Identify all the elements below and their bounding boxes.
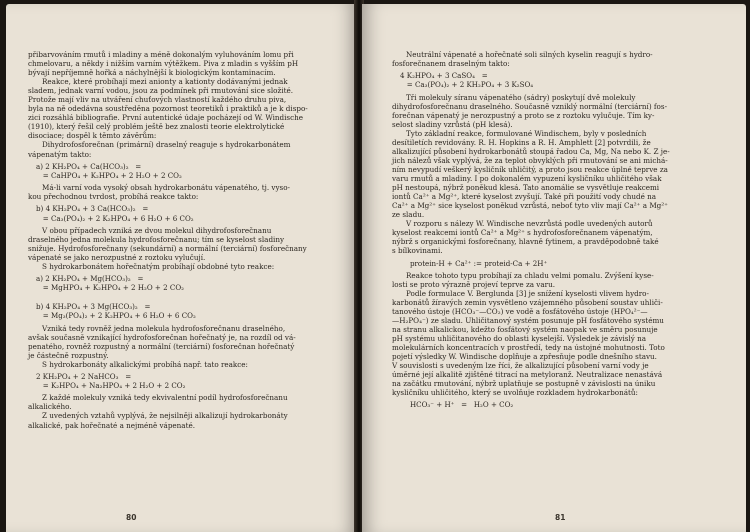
text-line: ním nevypudí veškerý kysličník uhličitý, a proto jsou reakce úplné teprve za [392, 165, 668, 175]
text-line: losti se proto výrazně projeví teprve za varu. [392, 279, 555, 289]
equation-sulfate [400, 71, 736, 90]
text-line: Podle formulace V. Berglunda [3] je snížení kyselosti vlivem hydro- [406, 288, 649, 298]
text-line: V obou případech vzniká ze dvou molekul dihydrofosforečnanu [42, 225, 272, 235]
left-para-5 [28, 226, 348, 271]
text-line: S hydrokarbonátem hořečnatým probíhají obdobné tyto reakce: [42, 262, 275, 272]
text-line: Dihydrofosforečnan (primární) draselný reaguje s hydrokarbonátem [42, 140, 291, 150]
text-line: chmelovaru, a někdy i nižším varním výtěžkem. Piva z mladin s vyšším pH [28, 59, 299, 69]
equation-bicarbonate-text: HCO₃⁻ + H⁺ = H₂O + CO₂ [410, 400, 514, 410]
text-line: kou přechodnou tvrdost, probíhá reakce takto: [28, 192, 199, 202]
text-line: molekulárních koncentracích v prostředí, tedy na ústojné mohutnosti. Toto [392, 343, 665, 353]
text-line: Vzniká tedy rovněž jedna molekula hydrofosforečnanu draselného, [42, 323, 286, 333]
equation-line: 4 K₂HPO₄ + 3 CaSO₄ = [400, 71, 488, 81]
equation-line: b) 4 KH₂PO₄ + 3 Mg(HCO₃)₂ = [36, 301, 151, 311]
text-line: pH systému uhličitanového do oblasti kyselejší. Výsledek je závislý na [392, 334, 647, 344]
left-para-2 [28, 77, 348, 140]
text-line: Ca²⁺ a Mg²⁺ sice kyselost poněkud vzrůstá, neboť tyto vliv mají Ca²⁺ a Mg²⁺ [392, 201, 668, 211]
text-line: přibarvováním rmutů i mladiny a méně dokonalým vyluhováním lomu při [28, 50, 294, 59]
text-line: alkalizující působení hydrokarbonátů stoupá řadou Ca, Mg, Na nebo K. Z je- [392, 146, 670, 156]
text-line: —H₂PO₄⁻) ze sladu. Uhličitanový systém posunuje pH fosfátového systému [392, 316, 664, 326]
text-line: draselného jedna molekula hydrofosforečnanu; tím se kyselost sladiny [28, 234, 285, 244]
text-line: V souvislosti s uvedeným lze říci, že alkalizující působení varní vody je [392, 361, 649, 371]
text-line: Tyto základní reakce, formulované Windischem, byly v posledních [406, 128, 647, 138]
text-line: dihydrofosforečnanu draselného. Současně vzniklý normální (terciární) fos- [392, 101, 668, 111]
left-page [6, 4, 356, 532]
text-line: vápenaté se jako nerozpustné z roztoku vylučují. [28, 252, 206, 262]
text-line: fosforečnanem draselným takto: [392, 59, 510, 69]
equation-bicarbonate [410, 400, 736, 409]
equation-line: = CaHPO₄ + K₂HPO₄ + 2 H₂O + 2 CO₂ [36, 170, 182, 180]
equation-line: a) 2 KH₂PO₄ + Ca(HCO₃)₂ = [36, 161, 142, 171]
right-para-3 [392, 271, 736, 398]
text-line: alkalického. [28, 402, 72, 412]
text-line: alkalické, pak hořečnaté a nejméně vápenaté. [28, 420, 196, 430]
text-line: kysličníku uhličitého, který se uvolňuje rozkladem hydrokarbonátů: [392, 388, 638, 398]
equations-magnesium [36, 274, 348, 320]
text-line: Reakce tohoto typu probíhají za chladu velmi pomalu. Zvýšení kyse- [406, 270, 654, 280]
text-line: na začátku rmutování, nýbrž uplatňuje se postupně v závislosti na úniku [392, 379, 656, 389]
text-line: Reakce, které probíhají mezi anionty a kationty dodávanými jednak [42, 77, 288, 87]
text-line: Má-li varní voda vysoký obsah hydrokarbonátu vápenatého, tj. vyso- [42, 183, 290, 193]
text-line: Z každé molekuly vzniká tedy ekvivalentní podíl hydrofosforečnanu [42, 393, 288, 403]
equation-line [36, 293, 348, 302]
text-line: tanového ústoje (HCO₃⁻—CO₂) ve vodě a fosfátového ústoje (HPO₄²⁻— [392, 307, 648, 317]
equation-line: = Mg₃(PO₄)₂ + 2 K₂HPO₄ + 6 H₂O + 6 CO₂ [36, 311, 196, 321]
equation-line: = Ca₃(PO₄)₂ + 2 KH₂PO₄ + 3 K₂SO₄ [400, 80, 534, 90]
left-para-7 [28, 393, 348, 429]
text-line: S hydrokarbonáty alkalickými probíhá např. tato reakce: [42, 359, 248, 369]
text-line: (1910), který řešil celý problém ještě bez znalosti teorie elektrolytické [28, 122, 285, 132]
text-line: Neutrální vápenaté a hořečnaté soli silných kyselin reagují s hydro- [406, 50, 653, 59]
right-text-column [392, 50, 736, 413]
text-line: varu rmutů a mladiny. I po dokonalém vypuzení kysličníku uhličitého však [392, 174, 662, 184]
text-line: úměrné její alkalitě zjištěné titrací na metyloranž. Neutralizace nenastává [392, 370, 663, 380]
equation-line: = MgHPO₄ + K₂HPO₄ + 2 H₂O + 2 CO₂ [36, 283, 184, 293]
text-line: vápenatým takto: [28, 149, 92, 159]
left-text-column [28, 50, 348, 430]
left-para-1 [28, 50, 348, 77]
text-line: forečnan vápenatý je nerozpustný a proto se z roztoku vylučuje. Tím ky- [392, 110, 655, 120]
equation-line: = Ca₃(PO₄)₂ + 2 K₂HPO₄ + 6 H₂O + 6 CO₂ [36, 213, 194, 223]
left-para-3 [28, 140, 348, 158]
text-line: kyselost reakcemi iontů Ca²⁺ a Mg²⁺ s hydrofosforečnanem vápenatým, [392, 228, 653, 238]
equation-b-calcium [36, 204, 348, 223]
right-para-1 [392, 50, 736, 68]
equation-line: a) 2 KH₂PO₄ + Mg(HCO₃)₂ = [36, 274, 144, 284]
equation-line: b) 4 KH₂PO₄ + 3 Ca(HCO₃)₂ = [36, 204, 149, 214]
page-number-right: 81 [555, 513, 566, 522]
left-para-6 [28, 324, 348, 369]
text-line: je částečně rozpustný. [28, 350, 109, 360]
text-line: Tři molekuly síranu vápenatého (sádry) poskytují dvě molekuly [406, 92, 636, 102]
text-line: karbonátů žíravých zemin vysvětleno vzájemného působení soustav uhliči- [392, 297, 663, 307]
left-para-4 [28, 183, 348, 201]
text-line: iontů Ca²⁺ a Mg²⁺, které kyselost zvyšují. Také při použití vody chudé na [392, 192, 657, 202]
text-line: pojetí výsledky W. Windische doplňuje a zpřesňuje podle dnešního stavu. [392, 352, 657, 362]
right-page [362, 4, 746, 532]
text-line: V rozporu s nálezy W. Windische nevzrůstá podle uvedených autorů [406, 219, 653, 229]
equation-a-calcium [36, 162, 348, 181]
page-number-left: 80 [126, 513, 137, 522]
text-line: byla na ně odedávna soustředěna pozornost teoretiků i praktiků a je k dispo- [28, 104, 308, 114]
text-line: Z uvedených vztahů vyplývá, že nejsilněji alkalizují hydrokarbonáty [42, 411, 288, 421]
equation-protein-text: protein-H + Ca²⁺ := proteid-Ca + 2H⁺ [410, 258, 548, 268]
text-line: desítiletích revidovány. R. H. Hopkins a R. H. Amphlett [2] potvrdili, že [392, 137, 651, 147]
equation-line: = K₂HPO₄ + Na₂HPO₄ + 2 H₂O + 2 CO₂ [36, 381, 186, 391]
text-line: s bílkovinami. [392, 246, 443, 256]
equation-protein [410, 259, 736, 268]
text-line: bývají nepříjemně hořká a náchylnější k biologickým kontaminacím. [28, 68, 276, 78]
equation-alkali [36, 372, 348, 391]
text-line: avšak současně vznikající hydrofosforečnan hořečnatý je, na rozdíl od vá- [28, 332, 296, 342]
text-line: ze sladu. [392, 210, 425, 220]
text-line: pH nestoupá, nýbrž poněkud klesá. Tato anomálie se vysvětluje reakcemi [392, 183, 660, 193]
text-line: penatého, rovněž rozpustný a normální (terciární) fosforečnan hořečnatý [28, 341, 295, 351]
text-line: na stranu alkalickou, kdežto fosfátový systém naopak ve směru posunuje [392, 325, 658, 335]
text-line: sladem, jednak varní vodou, jsou za podmínek při rmutování sice složité. [28, 86, 293, 96]
text-line: nýbrž s organickými fosforečnany, hlavně fytinem, a pravděpodobně také [392, 237, 659, 247]
text-line: zici rozsáhlá bibliografie. První autentické údaje pocházejí od W. Windische [28, 113, 304, 123]
text-line: Protože mají vliv na utváření chuťových vlastností každého druhu piva, [28, 95, 287, 105]
text-line: selost sladiny vzrůstá (pH klesá). [392, 119, 513, 129]
text-line: jich nálezů však vyplývá, že za teplot obvyklých při rmutování se ani michá- [392, 156, 668, 166]
text-line: snižuje. Hydrofosforečnany (sekundární) a normální (terciární) fosforečnany [28, 243, 307, 253]
equation-line: 2 KH₂PO₄ + 2 NaHCO₃ = [36, 371, 132, 381]
right-para-2 [392, 93, 736, 256]
text-line: disociace; dospěl k těmto závěrům: [28, 131, 157, 141]
